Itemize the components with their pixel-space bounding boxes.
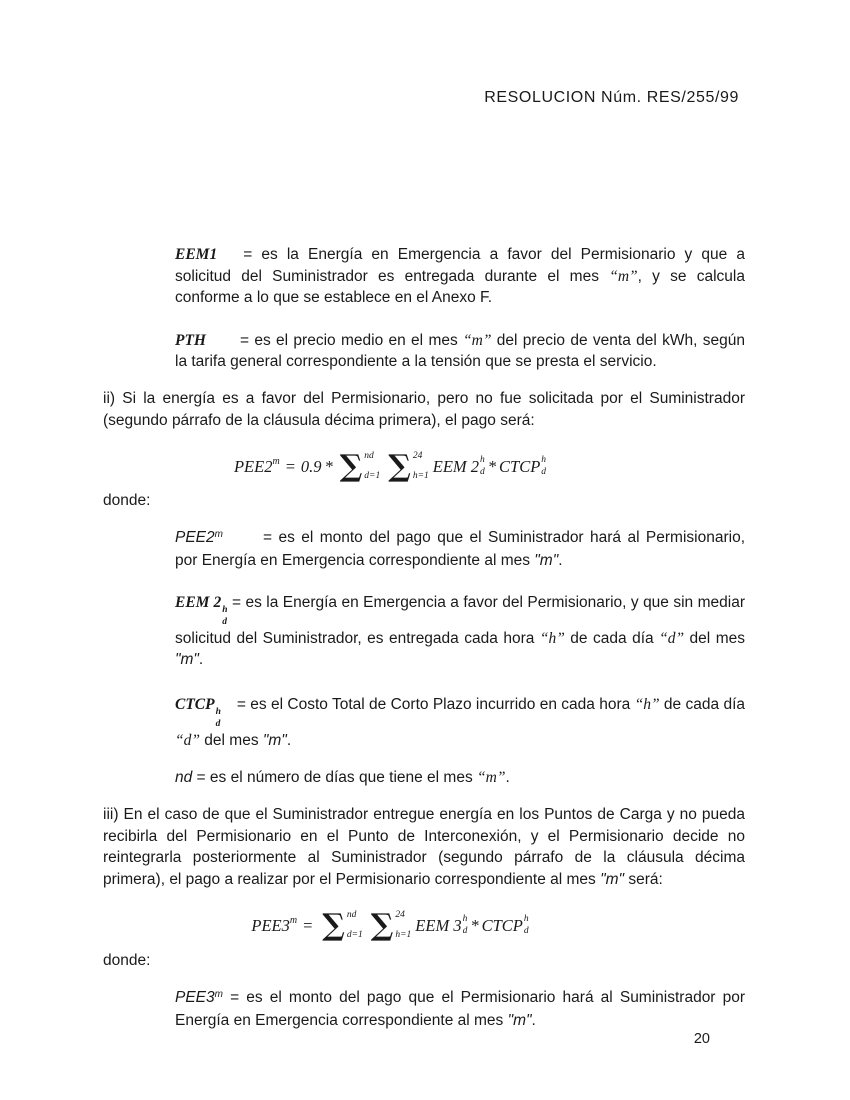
math-term-pee2m bbox=[175, 529, 223, 546]
term-scripts bbox=[463, 915, 468, 937]
term-base: CTCP bbox=[175, 695, 215, 713]
definition-eem1 bbox=[175, 244, 745, 309]
definition-text: . bbox=[198, 651, 204, 668]
term-sup: h bbox=[215, 706, 221, 717]
definition-text: = es el número de días que tiene el mes bbox=[192, 768, 478, 786]
term-scripts bbox=[541, 456, 546, 478]
summation-limits bbox=[364, 452, 380, 482]
formula-term-ctcp: CTCP bbox=[499, 456, 541, 476]
term-sub: d bbox=[541, 467, 547, 477]
math-term-eem1: EEM1 bbox=[175, 246, 218, 263]
donde-text: donde: bbox=[103, 491, 151, 509]
formula-pee3 bbox=[69, 906, 711, 946]
math-var-d: “d” bbox=[659, 629, 685, 647]
summation-hours bbox=[388, 448, 429, 484]
document-header bbox=[103, 88, 745, 108]
definition-pth bbox=[175, 330, 745, 373]
paragraph-text: iii) En el caso de que el Suministrador entregue energía en los Puntos de Carga y no pueda recibirla del Permisionario en el Punto de Interconexión, y el Permisionario decide no reintegrarla posteriormente al Suministrador (segundo párrafo de la cláusula décima primera), el pago a realizar por el Permisionario correspondiente al mes bbox=[103, 806, 745, 888]
page-number-text: 20 bbox=[693, 1031, 710, 1047]
definition-text: = es la Energía en Emergencia a favor del Permisionario, y que sin mediar solicitud del Suministrador, es entregada cada hora bbox=[175, 593, 745, 647]
math-var-m: "m" bbox=[534, 552, 559, 569]
sigma-icon: ∑ bbox=[388, 448, 411, 484]
sum-upper-limit: nd bbox=[364, 450, 374, 461]
term-sup: h bbox=[480, 454, 485, 465]
math-var-d: “d” bbox=[175, 731, 200, 749]
formula-term-ctcp: CTCP bbox=[481, 915, 523, 935]
summation-hours bbox=[370, 907, 412, 943]
sum-lower-limit: d=1 bbox=[346, 930, 363, 940]
definition-ctcp bbox=[175, 694, 745, 752]
term-sup: h bbox=[462, 913, 468, 924]
page-number bbox=[694, 1031, 710, 1048]
term-sup: h bbox=[541, 454, 547, 465]
sum-lower-limit: h=1 bbox=[412, 471, 429, 481]
definition-text: = es el Costo Total de Corto Plazo incurrido en cada hora bbox=[236, 695, 635, 713]
term-sub: d bbox=[462, 926, 468, 936]
donde-label bbox=[103, 490, 745, 512]
sigma-icon: ∑ bbox=[339, 448, 363, 484]
gap bbox=[221, 696, 237, 713]
paragraph-text: será: bbox=[624, 870, 663, 888]
definition-text: del mes bbox=[684, 629, 745, 647]
term-sup: m bbox=[214, 528, 223, 540]
math-var-m: "m" bbox=[600, 870, 625, 888]
math-term-pee3m bbox=[175, 989, 223, 1006]
multiply-sign: * bbox=[487, 456, 497, 476]
term-sup: m bbox=[214, 988, 223, 1000]
definition-text: . bbox=[505, 768, 510, 786]
definition-text: = es el monto del pago que el Suministrador hará al Permisionario, por Energía en Emergencia correspondiente al mes bbox=[175, 528, 745, 569]
formula-term-eem2: EEM 2 bbox=[432, 456, 480, 476]
summation-days bbox=[339, 448, 381, 484]
summation-limits bbox=[413, 452, 429, 482]
term-sub: d bbox=[222, 617, 227, 627]
paragraph-iii bbox=[103, 804, 745, 890]
resolution-number: RESOLUCION Núm. RES/255/99 bbox=[484, 89, 739, 106]
sigma-icon: ∑ bbox=[370, 907, 394, 943]
formula-lhs: PEE3 bbox=[251, 915, 290, 935]
term-base: PEE2 bbox=[175, 528, 215, 546]
formula-lhs-sup: m bbox=[289, 915, 298, 926]
term-sub: d bbox=[215, 719, 221, 729]
term-sub: d bbox=[523, 926, 529, 936]
math-term-nd: nd bbox=[175, 768, 193, 786]
definition-eem2 bbox=[175, 592, 745, 671]
math-var-m: “m” bbox=[463, 331, 492, 349]
paragraph-text: ii) Si la energía es a favor del Permisionario, pero no fue solicitada por el Suministrador (segundo párrafo de la cláusula décima primera), el pago será: bbox=[103, 390, 745, 429]
donde-text: donde: bbox=[103, 951, 151, 969]
term-base: EEM 2 bbox=[175, 593, 222, 611]
formula-lhs-sup: m bbox=[272, 456, 280, 467]
definition-text: de cada día bbox=[564, 629, 660, 647]
definition-nd bbox=[175, 767, 745, 789]
multiply-sign: * bbox=[470, 915, 479, 935]
term-sup: h bbox=[222, 604, 228, 615]
formula-lhs: PEE2 bbox=[233, 456, 273, 476]
math-term-eem2 bbox=[175, 593, 228, 627]
donde-label bbox=[103, 950, 745, 972]
summation-days bbox=[322, 907, 363, 943]
definition-text: = es la Energía en Emergencia a favor del Permisionario y que a solicitud del Suministrador es entregada durante el mes bbox=[175, 246, 745, 285]
summation-limits bbox=[395, 911, 411, 941]
math-term-pth: PTH bbox=[175, 331, 206, 349]
formula-term-eem3: EEM 3 bbox=[415, 915, 462, 935]
summation-limits bbox=[347, 911, 363, 941]
math-var-m: “m” bbox=[477, 768, 506, 786]
definition-text: de cada día bbox=[659, 695, 745, 713]
math-var-h: “h” bbox=[634, 695, 660, 713]
math-var-h: “h” bbox=[539, 629, 565, 647]
math-var-m: "m" bbox=[507, 1012, 532, 1029]
term-scripts bbox=[524, 915, 529, 937]
definition-text: = es el precio medio en el mes bbox=[240, 331, 464, 349]
math-var-m: "m" bbox=[175, 651, 199, 668]
sigma-icon: ∑ bbox=[322, 907, 345, 943]
formula-pee2 bbox=[69, 447, 711, 487]
definition-text: = es el monto del pago que el Permisionario hará al Suministrador por Energía en Emergencia correspondiente al mes bbox=[175, 988, 745, 1029]
term-sup: h bbox=[523, 913, 529, 924]
definition-pee3m bbox=[175, 987, 745, 1032]
definition-text: del precio de venta del kWh, según la tarifa general correspondiente a la tensión que se presta el servicio. bbox=[175, 331, 745, 370]
term-sub: d bbox=[480, 467, 485, 477]
equals-sign: = bbox=[302, 915, 314, 935]
definition-pee2m bbox=[175, 527, 745, 572]
definition-text: , y se calcula conforme a lo que se establece en el Anexo F. bbox=[175, 267, 745, 306]
definition-text: . bbox=[531, 1012, 536, 1029]
sum-upper-limit: 24 bbox=[395, 909, 405, 920]
sum-upper-limit: 24 bbox=[412, 450, 423, 461]
term-base: PEE3 bbox=[175, 988, 215, 1006]
term-scripts bbox=[480, 456, 485, 478]
definition-text: . bbox=[558, 552, 563, 569]
sum-upper-limit: nd bbox=[346, 909, 357, 920]
gap bbox=[223, 529, 263, 546]
definition-text: . bbox=[286, 731, 292, 749]
definition-text: del mes bbox=[200, 731, 263, 749]
math-term-ctcp bbox=[175, 695, 221, 729]
sum-lower-limit: d=1 bbox=[364, 471, 381, 481]
coefficient: 0.9 bbox=[300, 456, 322, 476]
equals-sign: = bbox=[284, 456, 296, 476]
math-var-m: “m” bbox=[609, 267, 638, 285]
math-var-m: "m" bbox=[262, 731, 287, 749]
sum-lower-limit: h=1 bbox=[395, 930, 412, 940]
multiply-sign: * bbox=[324, 456, 333, 476]
paragraph-ii bbox=[103, 388, 745, 431]
